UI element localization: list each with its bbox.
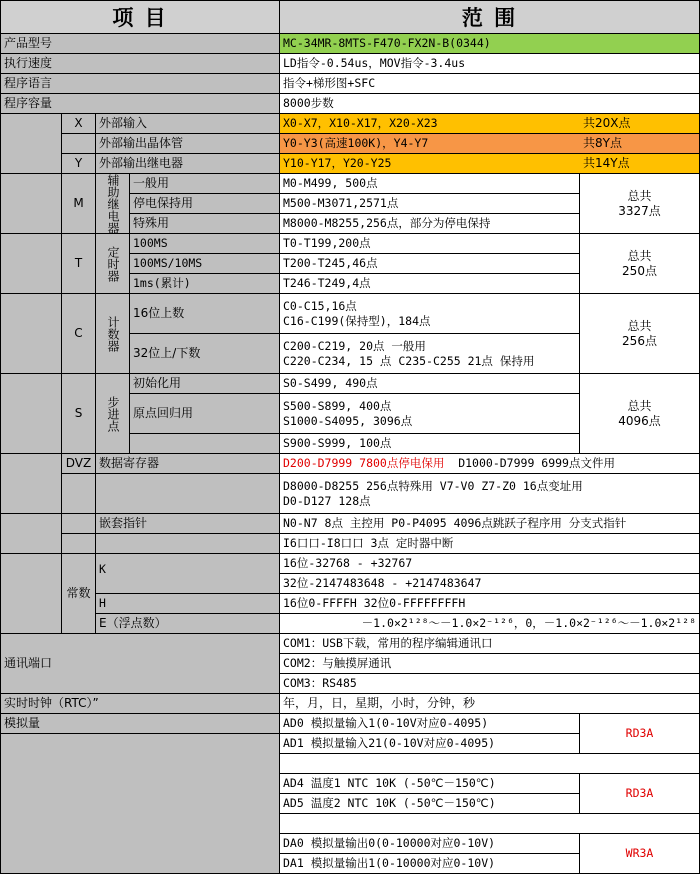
label-const: 常数	[62, 554, 96, 634]
range-relay: Y10-Y17，Y20-Y25	[280, 154, 580, 174]
label-analog: 模拟量	[0, 714, 280, 734]
m-value-retain: M500-M3071,2571点	[280, 194, 580, 214]
const-h-label: H	[96, 594, 280, 614]
label-comm: 通讯端口	[0, 634, 280, 694]
s-value-init: S0-S499, 490点	[280, 374, 580, 394]
s-label-blank	[130, 434, 280, 454]
pointer-left-block	[0, 514, 62, 554]
analog-wr3a: WR3A	[580, 834, 700, 874]
group-m	[96, 174, 130, 234]
label-input: 外部输入	[96, 114, 280, 134]
total-input: 共20X点	[580, 114, 700, 134]
group-t	[96, 234, 130, 294]
t-value-1ms: T246-T249,4点	[280, 274, 580, 294]
analog-left-block	[0, 734, 280, 874]
m-label-general: 一般用	[130, 174, 280, 194]
analog-ad0: AD0 模拟量输入1(0-10V对应0-4095)	[280, 714, 580, 734]
const-k-32: 32位-2147483648 - +2147483647	[280, 574, 700, 594]
label-pointer: 嵌套指针	[96, 514, 280, 534]
t-total: 总共 250点	[580, 234, 700, 294]
analog-ad5: AD5 温度2 NTC 10K (-50℃－150℃)	[280, 794, 580, 814]
value-language: 指令+梯形图+SFC	[280, 74, 700, 94]
m-value-general: M0-M499, 500点	[280, 174, 580, 194]
c-left-block	[0, 294, 62, 374]
t-value-10ms: T200-T245,46点	[280, 254, 580, 274]
t-label-10ms: 100MS/10MS	[130, 254, 280, 274]
comm-com2: COM2：与触摸屏通讯	[280, 654, 700, 674]
label-capacity: 程序容量	[0, 94, 280, 114]
code-transistor	[62, 134, 96, 154]
code-s: S	[62, 374, 96, 454]
c-total: 总共 256点	[580, 294, 700, 374]
analog-ad1: AD1 模拟量输入21(0-10V对应0-4095)	[280, 734, 580, 754]
value-speed: LD指令-0.54us，MOV指令-3.4us	[280, 54, 700, 74]
comm-com3: COM3：RS485	[280, 674, 700, 694]
total-relay: 共14Y点	[580, 154, 700, 174]
s-label-home: 原点回归用	[130, 394, 280, 434]
d-left-block	[0, 454, 62, 514]
c-label-32bit: 32位上/下数	[130, 334, 280, 374]
value-model: MC-34MR-8MTS-F470-FX2N-B(0344)	[280, 34, 700, 54]
const-e-label: E（浮点数）	[96, 614, 280, 634]
m-total: 总共 3327点	[580, 174, 700, 234]
analog-rd3a-2: RD3A	[580, 774, 700, 814]
header-item: 项 目	[0, 0, 280, 34]
label-data-register: 数据寄存器	[96, 454, 280, 474]
const-h-value: 16位0-FFFFH 32位0-FFFFFFFFH	[280, 594, 700, 614]
code-y: Y	[62, 154, 96, 174]
pointer-value-2: I6口口-I8口口 3点 定时器中断	[280, 534, 700, 554]
d-value-row2: D8000-D8255 256点特殊用 V7-V0 Z7-Z0 16点变址用 D0-D127 128点	[280, 474, 700, 514]
value-capacity: 8000步数	[280, 94, 700, 114]
label-model: 产品型号	[0, 34, 280, 54]
t-label-100ms: 100MS	[130, 234, 280, 254]
analog-da1: DA1 模拟量输出1(0-10000对应0-10V)	[280, 854, 580, 874]
m-label-special: 特殊用	[130, 214, 280, 234]
s-left-block	[0, 374, 62, 454]
label-language: 程序语言	[0, 74, 280, 94]
pointer-value-1: N0-N7 8点 主控用 P0-P4095 4096点跳跃子程序用 分支式指针	[280, 514, 700, 534]
analog-rd3a-1: RD3A	[580, 714, 700, 754]
label-transistor: 外部输出晶体管	[96, 134, 280, 154]
m-value-special: M8000-M8255,256点，部分为停电保持	[280, 214, 580, 234]
comm-com1: COM1：USB下载，常用的程序编辑通讯口	[280, 634, 700, 654]
const-e-value: －1.0×2¹²⁸～－1.0×2⁻¹²⁶，0，－1.0×2⁻¹²⁶～－1.0×2¹²⁸	[280, 614, 700, 634]
t-label-1ms: 1ms(累计)	[130, 274, 280, 294]
s-value-home: S500-S899, 400点 S1000-S4095, 3096点	[280, 394, 580, 434]
code-t: T	[62, 234, 96, 294]
code-d: DVZ	[62, 454, 96, 474]
const-k-label: K	[96, 554, 280, 594]
d-value-row1	[280, 454, 700, 474]
d-code-blank	[62, 474, 96, 514]
analog-gap-2	[280, 814, 700, 834]
s-value-extra: S900-S999, 100点	[280, 434, 580, 454]
code-c: C	[62, 294, 96, 374]
group-s	[96, 374, 130, 454]
label-relay: 外部输出继电器	[96, 154, 280, 174]
pointer-code-blank-2	[62, 534, 96, 554]
m-left-block	[0, 174, 62, 234]
t-left-block	[0, 234, 62, 294]
const-k-16: 16位-32768 - +32767	[280, 554, 700, 574]
io-left-block	[0, 114, 62, 174]
value-rtc: 年，月，日，星期，小时，分钟，秒	[280, 694, 700, 714]
c-value-32bit: C200-C219, 20点 一般用 C220-C234, 15 点 C235-C255 21点 保持用	[280, 334, 580, 374]
analog-gap-1	[280, 754, 700, 774]
d-label-blank	[96, 474, 280, 514]
analog-ad4: AD4 温度1 NTC 10K (-50℃－150℃)	[280, 774, 580, 794]
pointer-code-blank	[62, 514, 96, 534]
range-transistor: Y0-Y3(高速100K)，Y4-Y7	[280, 134, 580, 154]
s-total: 总共 4096点	[580, 374, 700, 454]
code-x: X	[62, 114, 96, 134]
code-m: M	[62, 174, 96, 234]
group-m-text: 辅助继电器	[106, 174, 120, 234]
d-value-retain: D200-D7999 7800点停电保用	[283, 456, 445, 470]
label-rtc: 实时时钟（RTC）”	[0, 694, 280, 714]
range-input: X0-X7，X10-X17，X20-X23	[280, 114, 580, 134]
group-t-text: 定时器	[106, 245, 120, 282]
label-speed: 执行速度	[0, 54, 280, 74]
t-value-100ms: T0-T199,200点	[280, 234, 580, 254]
analog-da0: DA0 模拟量输出0(0-10000对应0-10V)	[280, 834, 580, 854]
c-value-16bit: C0-C15,16点 C16-C199(保持型)，184点	[280, 294, 580, 334]
s-label-init: 初始化用	[130, 374, 280, 394]
m-label-retain: 停电保持用	[130, 194, 280, 214]
group-c	[96, 294, 130, 374]
group-c-text: 计数器	[106, 315, 120, 352]
c-label-16bit: 16位上数	[130, 294, 280, 334]
pointer-label-blank	[96, 534, 280, 554]
total-transistor: 共8Y点	[580, 134, 700, 154]
group-s-text: 步进点	[106, 395, 120, 432]
const-left-block	[0, 554, 62, 634]
d-value-file: D1000-D7999 6999点文件用	[444, 456, 615, 470]
header-range: 范 围	[280, 0, 700, 34]
